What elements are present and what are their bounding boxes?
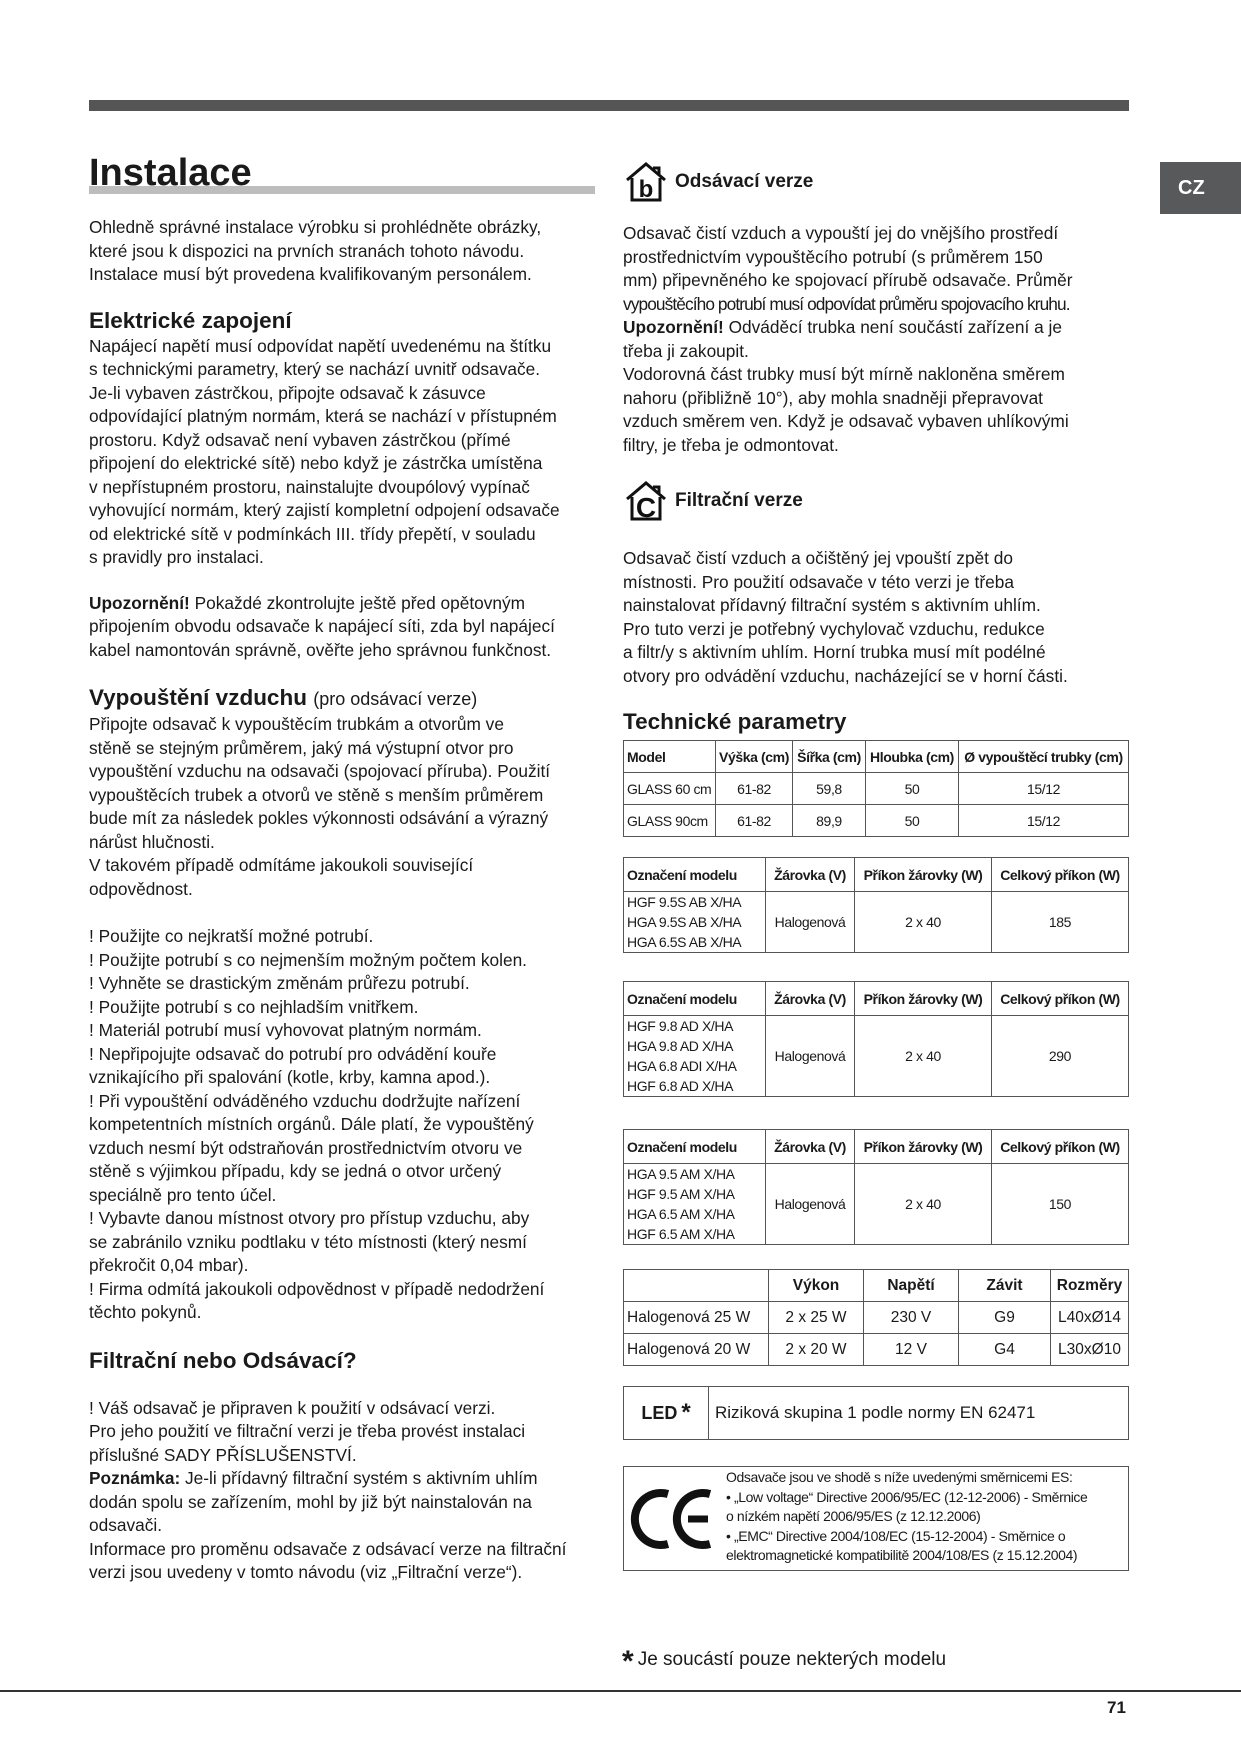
- led-label: LED *: [624, 1387, 709, 1439]
- right-column: [623, 160, 1129, 1571]
- footnote: * Je soucástí pouze nekterých modelu: [622, 1645, 947, 1678]
- table-row: GLASS 60 cm 61-82 59,8 50 15/12: [624, 773, 1129, 805]
- table-row: HGF 9.5S AB X/HA HGA 9.5S AB X/HA HGA 6.5S AB X/HA Halogenová 2 x 40 185: [624, 892, 1129, 953]
- table-row: HGF 9.8 AD X/HA HGA 9.8 AD X/HA HGA 6.8 ADI X/HA HGF 6.8 AD X/HA Halogenová 2 x 40 290: [624, 1016, 1129, 1097]
- table-header-row: Model Výška (cm) Šířka (cm) Hloubka (cm) Ø vypouštěcí trubky (cm): [624, 741, 1129, 773]
- warning-text: Upozornění! Pokaždé zkontrolujte ještě před opětovným připojením obvodu odsavače k napájecí síti, zda byl napájecí kabel namontován správně, ověřte jeho správnou funkčnost.: [89, 592, 555, 660]
- table-header-row: Označení modelu Žárovka (V) Příkon žárovky (W) Celkový příkon (W): [624, 1130, 1129, 1164]
- title-block: [89, 150, 595, 200]
- exhaust-text: Připojte odsavač k vypouštěcím trubkám a otvorům ve stěně se stejným průměrem, jaký má výstupní otvor pro vypouštění vzduchu na odsavači (spojovací příruba). Použití vypouštěcích trubek a otvorů ve stěně s menším průměrem bude mít za následek pokles výkonnosti odsávání a výrazný nárůst hlučnosti. V takovém případě odmítáme jakoukoli související odpovědnost.: [89, 714, 551, 899]
- table-row: GLASS 90cm 61-82 89,9 50 15/12: [624, 805, 1129, 837]
- table-row: HGA 9.5 AM X/HA HGF 9.5 AM X/HA HGA 6.5 AM X/HA HGF 6.5 AM X/HA Halogenová 2 x 40 150: [624, 1164, 1129, 1245]
- electric-heading: Elektrické zapojení: [89, 307, 292, 333]
- filter-or-suction-text: ! Váš odsavač je připraven k použití v odsávací verzi. Pro jeho použití ve filtrační verzi je třeba provést instalaci příslušné SADY PŘÍSLUŠENSTVÍ. Poznámka: Je-li přídavný filtrační systém s aktivním uhlím dodán spolu se zařízením, mohl by již být nainstalován na odsavači. Informace pro proměnu odsavače z odsávací verze na filtrační verzi jsou uvedeny v tomto návodu (viz „Filtrační verze“).: [89, 1397, 567, 1582]
- intro-text: Ohledně správné instalace výrobku si prohlédněte obrázky, které jsou k dispozici na prvních stranách tohoto návodu. Instalace musí být provedena kvalifikovaným personálem.: [89, 217, 542, 284]
- svg-text:C: C: [635, 492, 657, 523]
- bottom-rule: [0, 1690, 1241, 1692]
- power-table-2: [623, 981, 1129, 1097]
- table-row: Halogenová 25 W 2 x 25 W 230 V G9 L40xØ14: [624, 1302, 1129, 1334]
- dimensions-table: [623, 740, 1129, 837]
- exhaust-heading: Vypouštění vzduchu (pro odsávací verze): [89, 685, 478, 710]
- top-rule: [89, 100, 1129, 111]
- filter-text: Odsavač čistí vzduch a očištěný jej vpouští zpět do místnosti. Pro použití odsavače v této verzi je třeba nainstalovat přídavný filtrační systém s aktivním uhlím. Pro tuto verzi je potřebný vychylovač vzduchu, redukce a filtr/y s aktivním uhlím. Horní trubka musí mít podélné otvory pro odvádění vzduchu, nacházející se v horní části.: [623, 548, 1068, 686]
- ce-directives-text: Odsavače jsou ve shodě s níže uvedenými směrnicemi ES: • „Low voltage“ Directive 2006/95/EC (12-12-2006) - Směrnice o nízkém napětí 2006/95/ES (z 12.12.2006) • „EMC“ Directive 2004/108/EC (15-12-2004) - Směrnice o elektromagnetické kompatibilitě 2004/108/ES (z 15.12.2004): [726, 1469, 1088, 1563]
- tech-heading: Technické parametry: [623, 709, 847, 734]
- left-column: [89, 150, 595, 1585]
- svg-text:b: b: [638, 176, 654, 203]
- suction-heading: b Odsávací verze: [623, 160, 1129, 204]
- page-number: 71: [1107, 1698, 1126, 1717]
- filter-heading: C Filtrační verze: [623, 479, 1129, 523]
- table-header-row: Označení modelu Žárovka (V) Příkon žárovky (W) Celkový příkon (W): [624, 858, 1129, 892]
- table-row: Halogenová 20 W 2 x 20 W 12 V G4 L30xØ10: [624, 1334, 1129, 1366]
- electric-text: Napájecí napětí musí odpovídat napětí uvedenému na štítku s technickými parametry, který se nachází uvnitř odsavače. Je-li vybaven zástrčkou, připojte odsavač k zásuvce odpovídající platným normám, která se nachází v přístupném prostoru. Když odsavač není vybaven zástrčkou (přímé připojení do elektrické sítě) nebo když je zástrčka umístěna v nepřístupném prostoru, nainstalujte dvoupólový vypínač vyhovující normám, který zajistí kompletní odpojení odsavače od elektrické sítě v podmínkách III. třídy přepětí, v souladu s pravidly pro instalaci.: [89, 335, 560, 567]
- exhaust-rules: ! Použijte co nejkratší možné potrubí. ! Použijte potrubí s co nejmenším možným počtem kolen. ! Vyhněte se drastickým změnám průřezu potrubí. ! Použijte potrubí s co nejhladším vnitřkem. ! Materiál potrubí musí vyhovovat platným normám. ! Nepřipojujte odsavač do potrubí pro odvádění kouře vznikajícího při spalování (kotle, krby, kamna apod.). ! Při vypouštění odváděného vzduchu dodržujte nařízení kompetentních místních orgánů. Dále platí, že vypouštěný vzduch nesmí být odstraňován prostřednictvím otvoru ve stěně s výjimkou případu, kdy se jedná o otvor určený speciálně pro tento účel. ! Vybavte danou místnost otvory pro přístup vzduchu, aby se zabránilo vzniku podtlaku v této místnosti (který nesmí překročit 0,04 mbar). ! Firma odmítá jakoukoli odpovědnost v případě nedodržení těchto pokynů.: [89, 926, 545, 1322]
- house-b-icon: [623, 160, 669, 204]
- ce-conformity-box: [623, 1466, 1129, 1571]
- led-risk-text: Riziková skupina 1 podle normy EN 62471: [715, 1403, 1036, 1422]
- filter-or-suction-heading: Filtrační nebo Odsávací?: [89, 1347, 357, 1373]
- power-table-1: [623, 857, 1129, 953]
- table-header-row: Výkon Napětí Závit Rozměry: [624, 1270, 1129, 1302]
- ce-mark-icon: [624, 1467, 726, 1570]
- power-table-3: [623, 1129, 1129, 1245]
- house-c-icon: [623, 479, 669, 523]
- suction-text: Odsavač čistí vzduch a vypouští jej do vnějšího prostředí prostřednictvím vypouštěcího potrubí (s průměrem 150 mm) připevněného ke spojovací přírubě odsavače. Průměr vypouštěcího potrubí musí odpovídat průměru spojovacího kruhu. Upozornění! Odváděcí trubka není součástí zařízení a je třeba ji zakoupit. Vodorovná část trubky musí být mírně nakloněna směrem nahoru (přibližně 10°), aby mohla snadněji přepravovat vzduch směrem ven. Když je odsavač vybaven uhlíkovými filtry, je třeba je odmontovat.: [623, 223, 1073, 455]
- language-tab: CZ: [1160, 162, 1241, 214]
- table-header-row: Označení modelu Žárovka (V) Příkon žárovky (W) Celkový příkon (W): [624, 982, 1129, 1016]
- led-info-box: [623, 1386, 1129, 1440]
- page-title: Instalace: [89, 152, 252, 194]
- lamp-table: [623, 1269, 1129, 1366]
